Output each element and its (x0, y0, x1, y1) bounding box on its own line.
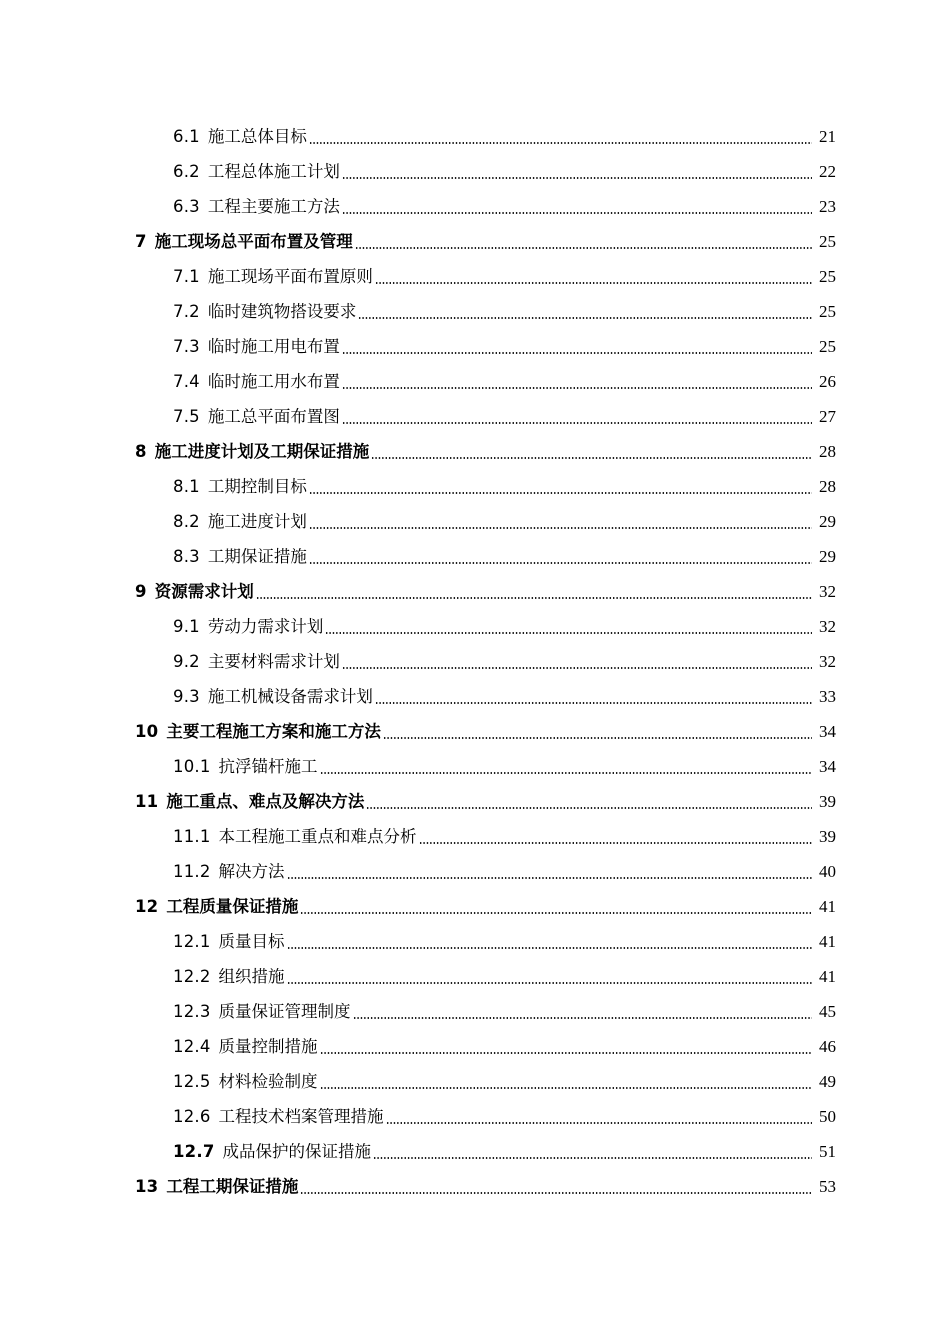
toc-page-number: 49 (819, 1072, 836, 1091)
toc-entry-title: 工程技术档案管理措施 (218, 1107, 384, 1126)
toc-chapter-entry[interactable] (0, 714, 950, 749)
toc-section-entry[interactable] (0, 644, 950, 679)
toc-dot-leader (353, 1017, 812, 1019)
toc-page-number: 45 (819, 1002, 836, 1021)
toc-entry-number: 7.5 (173, 407, 200, 426)
toc-section-entry[interactable] (0, 504, 950, 539)
toc-section-entry[interactable] (0, 679, 950, 714)
toc-section-entry[interactable] (0, 749, 950, 784)
toc-page-number: 25 (819, 232, 836, 251)
toc-page-number: 50 (819, 1107, 836, 1126)
toc-section-entry[interactable] (0, 819, 950, 854)
toc-entry-title: 主要工程施工方案和施工方法 (166, 722, 381, 741)
toc-page-number: 41 (819, 967, 836, 986)
toc-entry-number: 12.2 (173, 967, 211, 986)
toc-entry-number: 12.1 (173, 932, 211, 951)
toc-entry-number: 12.6 (173, 1107, 211, 1126)
toc-entry-number: 7.4 (173, 372, 200, 391)
toc-section-entry[interactable] (0, 329, 950, 364)
toc-section-entry[interactable] (0, 294, 950, 329)
toc-entry-number: 12 (135, 897, 159, 916)
toc-entry-title: 组织措施 (218, 967, 285, 986)
toc-entry-title: 劳动力需求计划 (207, 617, 324, 636)
toc-entry-title: 施工进度计划及工期保证措施 (154, 442, 370, 461)
toc-page-number: 34 (819, 757, 836, 776)
toc-dot-leader (320, 772, 812, 774)
toc-entry-title: 施工现场总平面布置及管理 (154, 232, 353, 251)
toc-entry-number: 9.3 (173, 687, 200, 706)
toc-section-entry[interactable] (0, 1064, 950, 1099)
toc-entry-number: 11 (135, 792, 159, 811)
toc-page-number: 53 (819, 1177, 836, 1196)
toc-entry-title: 质量目标 (218, 932, 285, 951)
toc-entry-title: 工程总体施工计划 (207, 162, 340, 181)
toc-page-number: 46 (819, 1037, 836, 1056)
toc-page-number: 41 (819, 932, 836, 951)
toc-chapter-entry[interactable] (0, 434, 950, 469)
toc-entry-number: 7.3 (173, 337, 200, 356)
toc-section-entry[interactable] (0, 539, 950, 574)
toc-dot-leader (342, 387, 812, 389)
toc-entry-number: 9 (135, 582, 147, 601)
toc-page-number: 25 (819, 337, 836, 356)
toc-entry-title: 临时施工用水布置 (207, 372, 340, 391)
toc-section-entry[interactable] (0, 994, 950, 1029)
toc-chapter-entry[interactable] (0, 1169, 950, 1204)
toc-entry-title: 本工程施工重点和难点分析 (218, 827, 417, 846)
toc-dot-leader (287, 947, 812, 949)
toc-page-number: 26 (819, 372, 836, 391)
toc-entry-title: 临时建筑物搭设要求 (207, 302, 357, 321)
toc-entry-title: 材料检验制度 (218, 1072, 318, 1091)
toc-dot-leader (256, 597, 812, 599)
toc-dot-leader (419, 842, 812, 844)
toc-entry-number: 7.2 (173, 302, 200, 321)
toc-dot-leader (375, 702, 812, 704)
toc-entry-number: 9.1 (173, 617, 200, 636)
toc-page-number: 25 (819, 267, 836, 286)
toc-dot-leader (309, 562, 812, 564)
toc-entry-title: 施工机械设备需求计划 (207, 687, 373, 706)
toc-page-number: 28 (819, 442, 836, 461)
toc-entry-title: 质量保证管理制度 (218, 1002, 351, 1021)
toc-dot-leader (342, 667, 812, 669)
toc-dot-leader (358, 317, 812, 319)
toc-entry-title: 成品保护的保证措施 (222, 1142, 372, 1161)
toc-page-number: 22 (819, 162, 836, 181)
toc-dot-leader (309, 527, 812, 529)
toc-section-entry[interactable] (0, 154, 950, 189)
toc-entry-title: 施工现场平面布置原则 (207, 267, 373, 286)
toc-chapter-entry[interactable] (0, 224, 950, 259)
toc-section-entry[interactable] (0, 1029, 950, 1064)
table-of-contents (0, 119, 950, 1204)
toc-dot-leader (309, 492, 812, 494)
toc-entry-number: 13 (135, 1177, 159, 1196)
toc-entry-title: 施工总体目标 (207, 127, 307, 146)
toc-entry-number: 8.3 (173, 547, 200, 566)
toc-entry-number: 6.3 (173, 197, 200, 216)
toc-entry-title: 质量控制措施 (218, 1037, 318, 1056)
toc-dot-leader (371, 457, 812, 459)
toc-page-number: 29 (819, 512, 836, 531)
toc-dot-leader (342, 422, 812, 424)
toc-dot-leader (342, 212, 812, 214)
toc-chapter-entry[interactable] (0, 574, 950, 609)
toc-page-number: 51 (819, 1142, 836, 1161)
toc-page-number: 29 (819, 547, 836, 566)
toc-page-number: 25 (819, 302, 836, 321)
toc-page-number: 41 (819, 897, 836, 916)
toc-page-number: 40 (819, 862, 836, 881)
toc-entry-number: 11.2 (173, 862, 211, 881)
toc-page-number: 32 (819, 652, 836, 671)
toc-dot-leader (375, 282, 812, 284)
toc-entry-title: 工期保证措施 (207, 547, 307, 566)
toc-entry-number: 12.7 (173, 1142, 215, 1161)
toc-section-entry[interactable] (0, 1134, 950, 1169)
toc-dot-leader (320, 1052, 812, 1054)
toc-entry-number: 6.2 (173, 162, 200, 181)
toc-section-entry[interactable] (0, 189, 950, 224)
toc-page-number: 39 (819, 792, 836, 811)
toc-entry-number: 8.2 (173, 512, 200, 531)
toc-page-number: 23 (819, 197, 836, 216)
toc-entry-title: 施工重点、难点及解决方法 (166, 792, 365, 811)
toc-entry-number: 7.1 (173, 267, 200, 286)
toc-section-entry[interactable] (0, 609, 950, 644)
toc-section-entry[interactable] (0, 119, 950, 154)
toc-entry-title: 资源需求计划 (154, 582, 254, 601)
toc-dot-leader (383, 737, 812, 739)
toc-entry-title: 工程质量保证措施 (166, 897, 299, 916)
toc-page-number: 27 (819, 407, 836, 426)
toc-entry-number: 7 (135, 232, 147, 251)
toc-section-entry[interactable] (0, 259, 950, 294)
toc-dot-leader (287, 877, 812, 879)
toc-entry-number: 11.1 (173, 827, 211, 846)
toc-entry-number: 9.2 (173, 652, 200, 671)
toc-dot-leader (366, 807, 812, 809)
toc-entry-number: 12.5 (173, 1072, 211, 1091)
toc-section-entry[interactable] (0, 364, 950, 399)
toc-section-entry[interactable] (0, 399, 950, 434)
toc-dot-leader (300, 1192, 812, 1194)
toc-entry-number: 6.1 (173, 127, 200, 146)
toc-dot-leader (287, 982, 812, 984)
toc-entry-number: 10 (135, 722, 159, 741)
toc-entry-title: 抗浮锚杆施工 (218, 757, 318, 776)
toc-page-number: 21 (819, 127, 836, 146)
toc-entry-title: 工期控制目标 (207, 477, 307, 496)
toc-dot-leader (309, 142, 812, 144)
toc-section-entry[interactable] (0, 924, 950, 959)
toc-entry-title: 工程工期保证措施 (166, 1177, 299, 1196)
toc-dot-leader (386, 1122, 812, 1124)
toc-page-number: 28 (819, 477, 836, 496)
toc-page-number: 32 (819, 617, 836, 636)
toc-entry-title: 施工进度计划 (207, 512, 307, 531)
toc-section-entry[interactable] (0, 854, 950, 889)
toc-entry-number: 12.3 (173, 1002, 211, 1021)
toc-entry-title: 施工总平面布置图 (207, 407, 340, 426)
toc-entry-title: 解决方法 (218, 862, 285, 881)
toc-chapter-entry[interactable] (0, 784, 950, 819)
toc-entry-number: 12.4 (173, 1037, 211, 1056)
toc-dot-leader (325, 632, 812, 634)
toc-page-number: 32 (819, 582, 836, 601)
toc-entry-title: 工程主要施工方法 (207, 197, 340, 216)
toc-page-number: 33 (819, 687, 836, 706)
toc-section-entry[interactable] (0, 959, 950, 994)
toc-entry-number: 8.1 (173, 477, 200, 496)
toc-entry-title: 主要材料需求计划 (207, 652, 340, 671)
toc-dot-leader (373, 1157, 812, 1159)
toc-section-entry[interactable] (0, 1099, 950, 1134)
toc-dot-leader (320, 1087, 812, 1089)
toc-entry-number: 10.1 (173, 757, 211, 776)
toc-chapter-entry[interactable] (0, 889, 950, 924)
toc-dot-leader (342, 352, 812, 354)
toc-page-number: 39 (819, 827, 836, 846)
toc-dot-leader (300, 912, 812, 914)
toc-entry-title: 临时施工用电布置 (207, 337, 340, 356)
toc-section-entry[interactable] (0, 469, 950, 504)
toc-dot-leader (342, 177, 812, 179)
toc-entry-number: 8 (135, 442, 147, 461)
toc-page-number: 34 (819, 722, 836, 741)
toc-dot-leader (355, 247, 812, 249)
